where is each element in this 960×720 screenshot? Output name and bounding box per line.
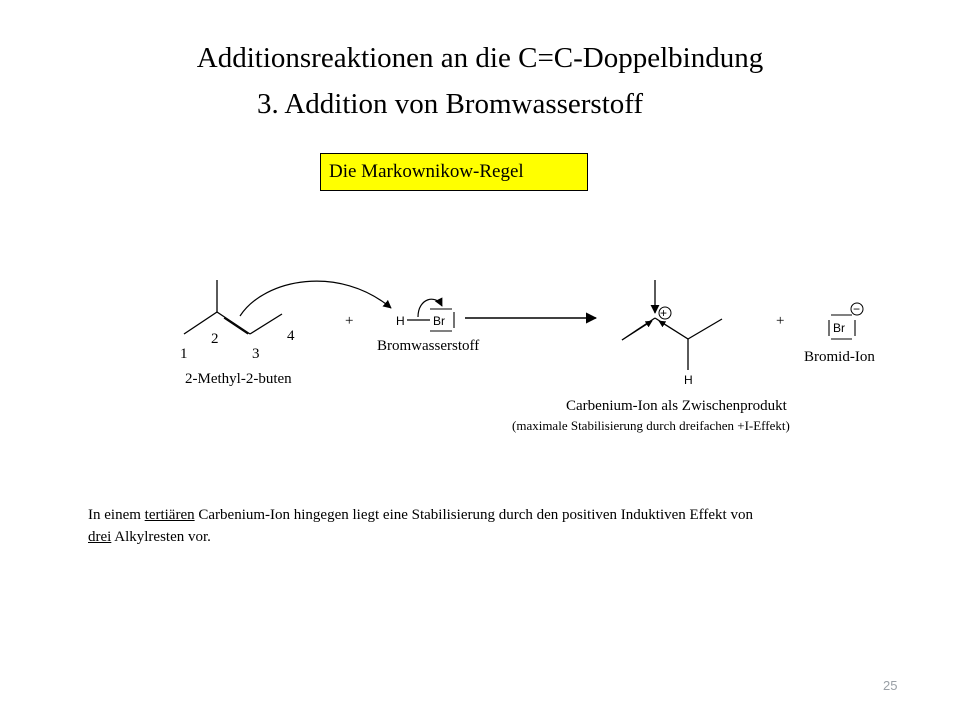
inductive-arrow-right <box>659 321 688 339</box>
bromide-structure <box>829 302 863 339</box>
carbenium-structure <box>622 280 722 370</box>
byproduct-name: Bromid-Ion <box>804 349 875 365</box>
plus-sign-2: + <box>776 313 785 329</box>
page-subtitle: 3. Addition von Bromwasserstoff <box>256 88 644 120</box>
reactant-structure <box>184 280 282 334</box>
carbenium-h: H <box>684 373 693 387</box>
hbr-h: H <box>396 314 405 328</box>
reagent-name: Bromwasserstoff <box>377 338 480 354</box>
explanation-paragraph <box>88 504 928 548</box>
para-part2: Carbenium-Ion hingegen liegt eine Stabilisierung durch den positiven Induktiven Effekt von <box>194 507 753 523</box>
intermediate-note: (maximale Stabilisierung durch dreifachen +I-Effekt) <box>512 418 790 433</box>
carbenium-charge: + <box>660 306 668 320</box>
electron-arrow-bond <box>240 281 391 316</box>
para-part3: Alkylresten vor. <box>111 529 211 545</box>
plus-sign-1: + <box>345 313 354 329</box>
para-underline-drei: drei <box>88 529 112 545</box>
carbon-number-1: 1 <box>180 346 188 362</box>
bromide-br: Br <box>833 321 845 335</box>
bromide-charge: − <box>853 302 861 316</box>
carbon-number-2: 2 <box>211 331 219 347</box>
rule-box: Die Markownikow-Regel <box>320 153 588 191</box>
para-part1: In einem <box>88 507 145 523</box>
hbr-br: Br <box>433 314 445 328</box>
reactant-name: 2-Methyl-2-buten <box>185 371 292 387</box>
page-number: 25 <box>883 678 898 693</box>
carbon-number-4: 4 <box>287 328 295 344</box>
inductive-arrow-left <box>622 321 652 340</box>
intermediate-name: Carbenium-Ion als Zwischenprodukt <box>566 398 787 414</box>
carbon-number-3: 3 <box>252 346 260 362</box>
page-title: Additionsreaktionen an die C=C-Doppelbindung <box>196 42 764 74</box>
para-underline-tertiaeren: tertiären <box>144 507 195 523</box>
